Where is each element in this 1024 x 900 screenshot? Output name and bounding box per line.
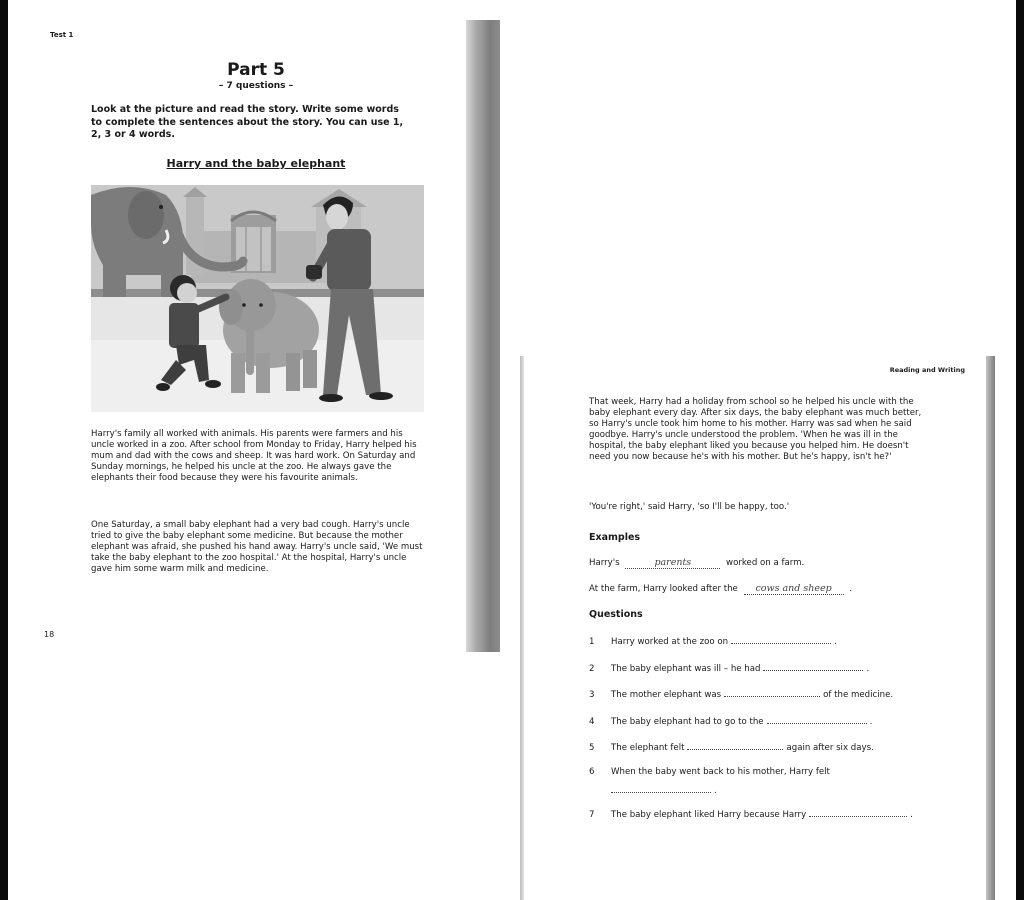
example-answer: cows and sheep: [744, 583, 844, 595]
answer-blank[interactable]: [767, 714, 867, 724]
answer-blank[interactable]: [611, 783, 711, 793]
question-row: [589, 740, 874, 753]
question-row-continued: [611, 783, 717, 796]
question-number: 4: [589, 717, 595, 727]
question-row: [589, 807, 913, 820]
page-number: 18: [44, 630, 55, 639]
page-edge-right: [986, 356, 995, 900]
story-illustration: [91, 185, 424, 412]
question-number: 3: [589, 690, 595, 700]
question-number: 1: [589, 637, 595, 647]
question-row: [589, 714, 872, 727]
instructions: Look at the picture and read the story. Write some words to complete the sentences about the story. You can use 1, 2, 3 or 4 words.: [91, 104, 404, 140]
example-text: worked on a farm.: [726, 558, 805, 568]
example-answer: parents: [625, 557, 720, 569]
section-header: Reading and Writing: [889, 366, 965, 374]
example-text: .: [849, 584, 853, 594]
story-paragraph-1: Harry's family all worked with animals. His parents were farmers and his uncle worked in a zoo. After school from Monday to Friday, Harry helped his mum and dad with the cows and sheep. It was hard work. On Saturday and Sunday mornings, he helped his uncle at the zoo. He always gave the elephants their food because they were his favourite animals.: [91, 429, 417, 483]
question-row: [589, 687, 893, 700]
right-black-border: [1016, 0, 1024, 900]
answer-blank[interactable]: [731, 634, 831, 644]
book-spine-shadow: [466, 20, 500, 652]
question-text: The baby elephant was ill – he had: [611, 664, 761, 674]
answer-blank[interactable]: [687, 740, 783, 750]
story-title: Harry and the baby elephant: [166, 157, 346, 170]
question-end: of the medicine.: [823, 690, 894, 700]
medicine-bottle: [306, 265, 322, 279]
part-subtitle: – 7 questions –: [218, 81, 294, 91]
question-end: .: [866, 664, 870, 674]
examples-heading: Examples: [589, 532, 641, 543]
example-row: [589, 557, 804, 569]
question-row: [589, 767, 830, 777]
question-text: When the baby went back to his mother, Harry felt: [611, 767, 830, 777]
left-black-border: [0, 0, 8, 900]
answer-blank[interactable]: [724, 687, 820, 697]
right-page: [520, 356, 995, 900]
example-row: [589, 583, 852, 595]
test-label: Test 1: [50, 31, 74, 39]
questions-heading: Questions: [589, 609, 643, 620]
part-title: Part 5: [227, 60, 285, 80]
question-row: [589, 634, 837, 647]
question-number: 5: [589, 743, 595, 753]
answer-blank[interactable]: [809, 807, 907, 817]
question-text: The elephant felt: [611, 743, 685, 753]
page-edge-left: [520, 356, 524, 900]
question-row: [589, 661, 869, 674]
question-text: The baby elephant liked Harry because Harry: [611, 810, 807, 820]
answer-blank[interactable]: [763, 661, 863, 671]
question-end: again after six days.: [786, 743, 874, 753]
question-text: Harry worked at the zoo on: [611, 637, 729, 647]
story-paragraph-4: 'You're right,' said Harry, 'so I'll be happy, too.': [589, 502, 790, 512]
question-end: .: [910, 810, 913, 820]
question-text: The baby elephant had to go to the: [611, 717, 764, 727]
question-number: 2: [589, 664, 595, 674]
question-number: 6: [589, 767, 595, 777]
question-number: 7: [589, 810, 595, 820]
story-paragraph-2: One Saturday, a small baby elephant had a very bad cough. Harry's uncle tried to give the baby elephant some medicine. But because the mother elephant was afraid, she pushed his hand away. Harry's uncle said, 'We must take the baby elephant to the zoo hospital.' At the hospital, Harry's uncle gave him some warm milk and medicine.: [91, 520, 423, 574]
question-end: .: [834, 637, 837, 647]
left-page: [26, 20, 500, 652]
example-text: Harry's: [589, 558, 620, 568]
question-end: .: [714, 786, 717, 796]
example-text: At the farm, Harry looked after the: [589, 584, 738, 594]
question-end: .: [869, 717, 873, 727]
story-paragraph-3: That week, Harry had a holiday from school so he helped his uncle with the baby elephant every day. After six days, the baby elephant was much better, so Harry's uncle took him home to his mother. Harry was sad when he said goodbye. Harry's uncle understood the problem. 'When he was ill in the hospital, the baby elephant liked you because you helped him. He doesn't need you now because he's with his mother. But he's happy, isn't he?': [589, 397, 922, 462]
question-text: The mother elephant was: [611, 690, 722, 700]
